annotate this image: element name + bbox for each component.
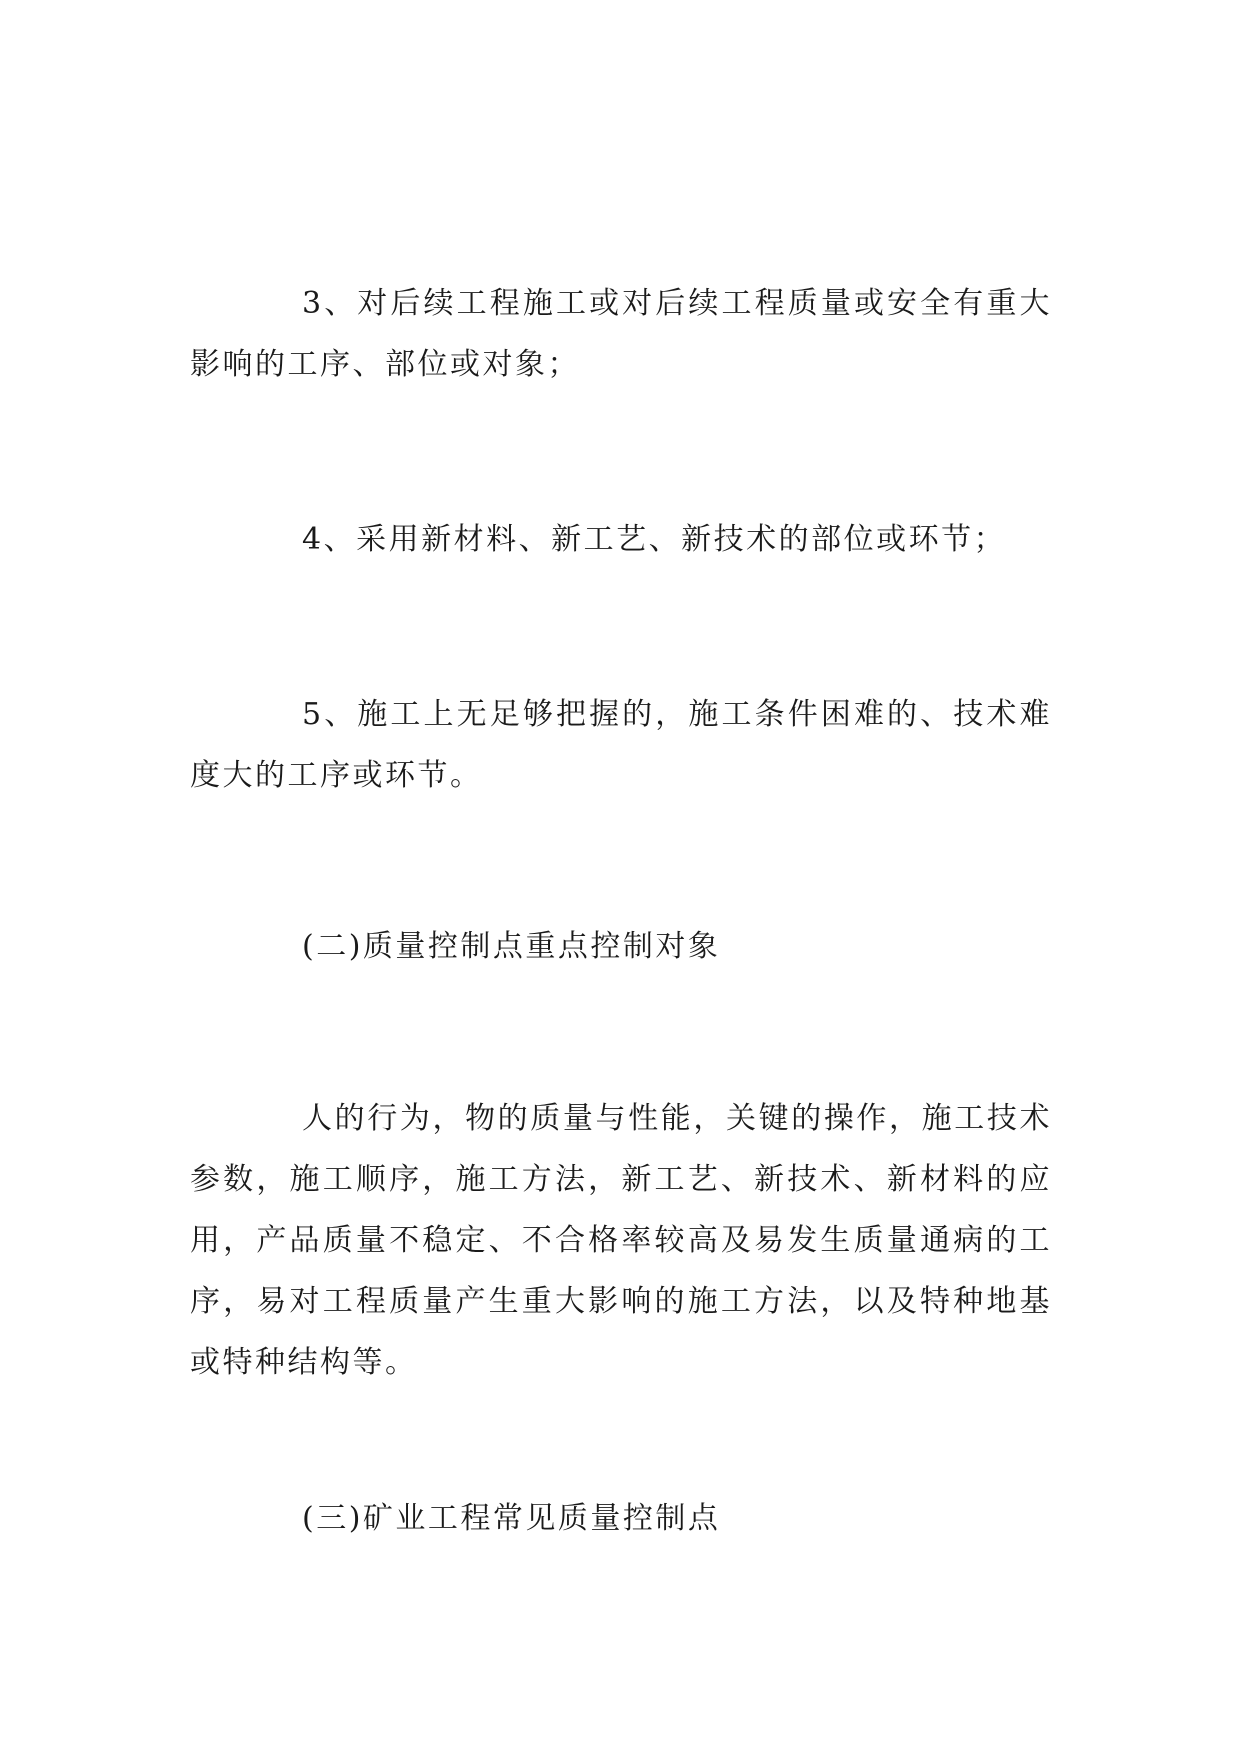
paragraph-item-4: 4、采用新材料、新工艺、新技术的部位或环节； [302, 522, 1007, 557]
paragraph-item-3: 3、对后续工程施工或对后续工程质量或安全有重大影响的工序、部位或对象； [190, 286, 1052, 382]
section-heading-2: (二)质量控制点重点控制对象 [302, 929, 721, 964]
paragraph-control-objects: 人的行为，物的质量与性能，关键的操作，施工技术参数，施工顺序，施工方法，新工艺、新技术、新材料的应用，产品质量不稳定、不合格率较高及易发生质量通病的工序，易对工程质量产生重大影响的施工方法，以及特种地基或特种结构等。 [190, 1101, 1052, 1380]
paragraph-item-5: 5、施工上无足够把握的，施工条件困难的、技术难度大的工序或环节。 [190, 697, 1052, 793]
section-heading-3: (三)矿业工程常见质量控制点 [302, 1501, 721, 1536]
